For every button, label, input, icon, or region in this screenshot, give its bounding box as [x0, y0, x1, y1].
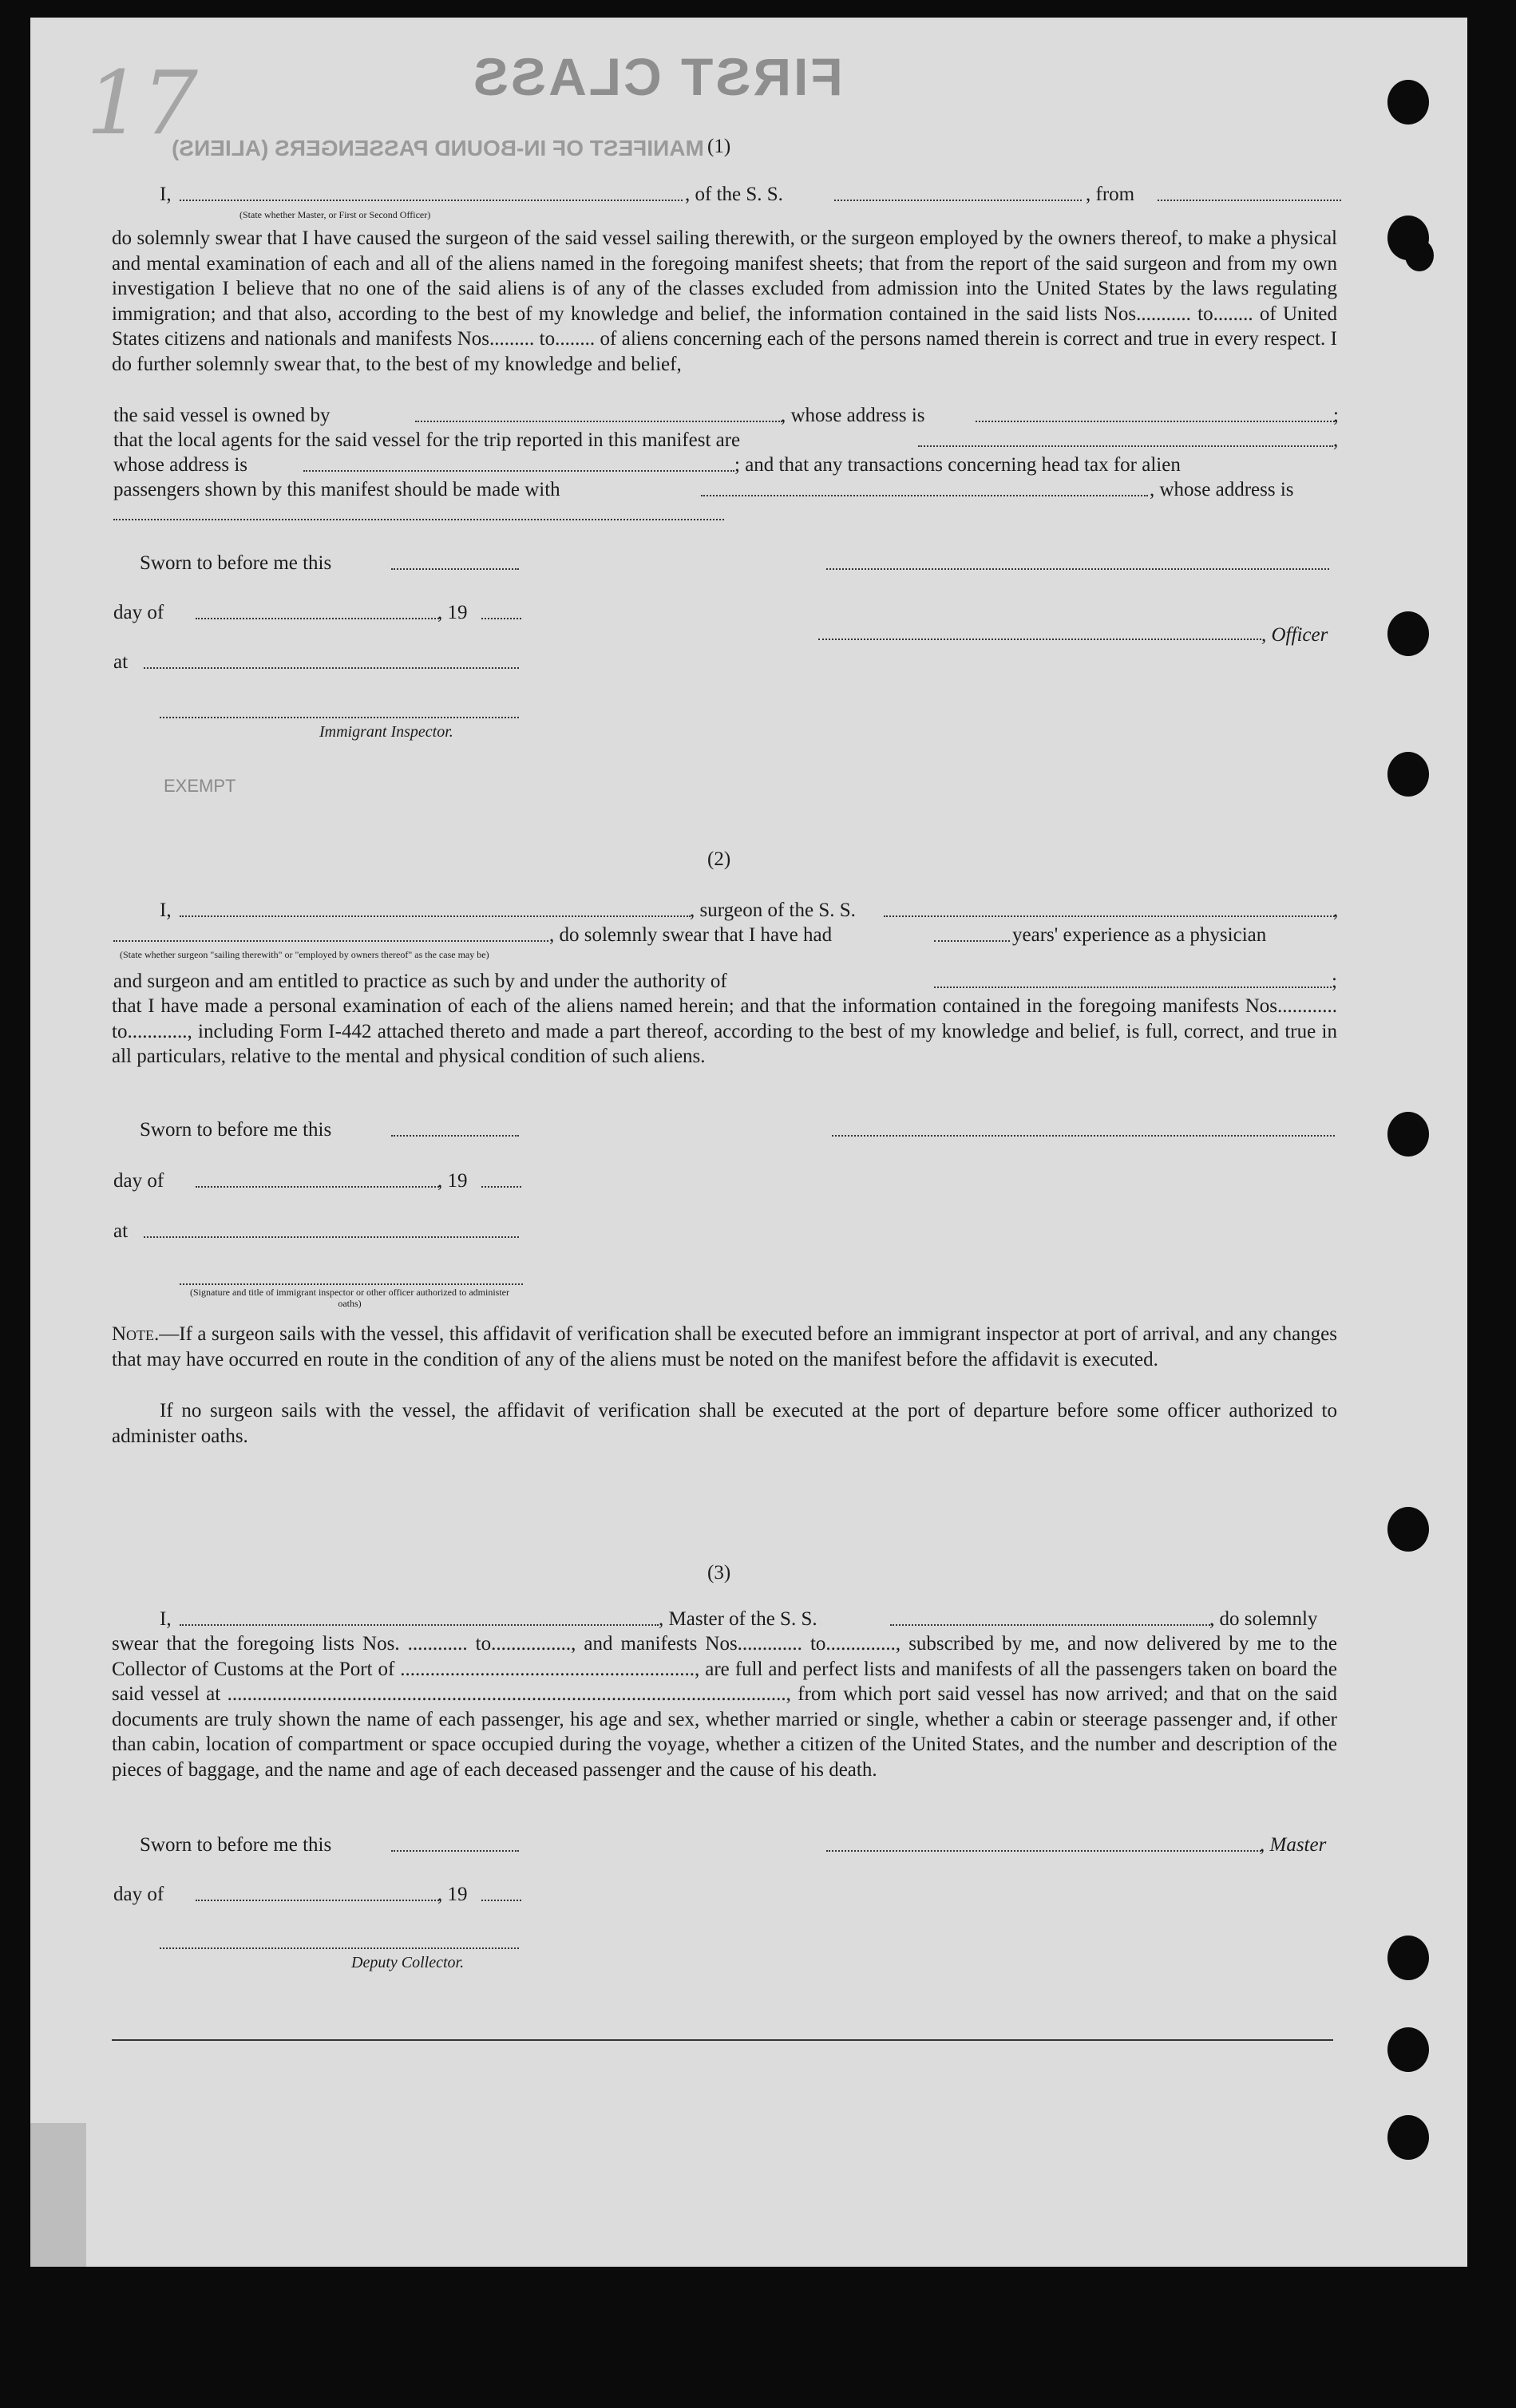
years-experience: years' experience as a physician	[1012, 924, 1267, 946]
at-2-line	[144, 1236, 519, 1238]
master-label: , Master	[1260, 1834, 1327, 1856]
at-1-line	[144, 667, 519, 669]
punch-hole-1	[1387, 80, 1429, 125]
local-agents-label: that the local agents for the said vessel for the trip reported in this manifest are	[113, 429, 741, 451]
section-1-number: (1)	[707, 136, 731, 157]
day-of-1-line	[196, 618, 439, 619]
section-2-i: I,	[160, 900, 172, 921]
from-port-line	[1158, 200, 1341, 201]
section-1-paragraph: do solemnly swear that I have caused the surgeon of the said vessel sailing therewith, or the surgeon employed by the owners thereof, to make a physical and mental examination of each and all of the aliens named in the foregoing manifest sheets; that from the report of the said surgeon and from my own investigation I believe that no one of the said aliens is of any of the classes excluded from admission into the United States by the laws regulating immigration; and that also, according to the best of my knowledge and belief, the information contained in the said lists Nos........... to........ of United States citizens and nationals and manifests Nos......... to........ of aliens concerning each of the persons named therein is correct and true in every respect. I do further solemnly swear that, to the best of my knowledge and belief,	[112, 227, 1337, 375]
section-2-number: (2)	[707, 848, 731, 870]
master-caption: (State whether Master, or First or Second Officer)	[239, 209, 431, 220]
day-of-2-line	[196, 1186, 439, 1188]
authority-line	[934, 987, 1332, 988]
note-paragraph-2: If no surgeon sails with the vessel, the affidavit of verification shall be executed at the port of departure before some officer authorized to administer oaths.	[112, 1400, 1337, 1447]
surgeon-of-label: , surgeon of the S. S.	[690, 900, 856, 921]
head-tax-address-line	[113, 519, 724, 520]
vessel-name-line	[834, 200, 1082, 201]
inspector-1-line	[160, 717, 519, 718]
master-3-line	[180, 1624, 659, 1626]
punch-hole-4	[1387, 611, 1429, 656]
sworn-2: Sworn to before me this	[140, 1119, 332, 1141]
sworn-3-line	[391, 1850, 519, 1852]
surgeon-solemnly: , do solemnly swear that I have had	[549, 924, 833, 946]
section-1-i: I,	[160, 184, 172, 205]
sworn-1: Sworn to before me this	[140, 552, 332, 574]
year-1: , 19	[437, 602, 468, 623]
section-2-paragraph: that I have made a personal examination of each of the aliens named herein; and that the information contained in the foregoing manifests Nos............ to............, including Form I-442 attached thereto and made a part thereof, according to the best of my knowledge and belief, is full, correct, and true in all particulars, relative to the mental and physical condition of such aliens.	[112, 995, 1337, 1068]
sworn-2-line	[391, 1135, 519, 1137]
faint-manifest-title: MANIFEST OF IN-BOUND PASSENGERS (ALIENS)	[172, 136, 704, 160]
day-of-2: day of	[113, 1170, 164, 1192]
from-label: , from	[1086, 184, 1135, 205]
master-of-label: , Master of the S. S.	[659, 1608, 817, 1630]
local-agents-line	[918, 445, 1333, 447]
punch-hole-5	[1387, 752, 1429, 797]
note-label: Note.	[112, 1323, 160, 1345]
officer-line	[818, 639, 1261, 640]
master-vessel-line	[890, 1624, 1213, 1626]
surgeon-vessel-line	[884, 915, 1335, 917]
note-text: —If a surgeon sails with the vessel, this affidavit of verification shall be executed before an immigrant inspector at port of arrival, and any changes that may have occurred en route in the condition of any of the aliens must be noted on the manifest before the affidavit is executed.	[112, 1323, 1337, 1370]
section-3-paragraph: swear that the foregoing lists Nos. ............ to................, and manifests Nos............. to.............., subscribed by me, and now delivered by me to the Collector of Customs at the Port of ..........................................................., are full and perfect lists and manifests of all the passengers taken on board the said vessel at ................................................................................................................, from which port said vessel has now arrived; and that on the said documents are truly shown the name of each passenger, his age and sex, whether married or single, whether a cabin or steerage passenger and, if other than cabin, location of compartment or space occupied during the voyage, whether a citizen of the United States, and the number and description of the pieces of baggage, and the name and age of each deceased passenger and the cause of his death.	[112, 1633, 1337, 1781]
year-3-line	[481, 1900, 521, 1901]
deputy-collector-line	[160, 1947, 519, 1949]
agent-address-line	[303, 470, 734, 472]
day-of-1: day of	[113, 602, 164, 623]
punch-hole-6	[1387, 1112, 1429, 1157]
signature-2-line	[832, 1135, 1335, 1137]
inspector-2-line	[180, 1283, 523, 1285]
master-signature-line	[826, 1850, 1261, 1852]
punch-hole-3	[1405, 239, 1434, 271]
sworn-1-line	[391, 568, 519, 570]
day-of-3-line	[196, 1900, 439, 1901]
owner-address-label: , whose address is	[781, 405, 925, 426]
folded-corner	[30, 2123, 86, 2267]
year-2-line	[481, 1186, 521, 1188]
at-2: at	[113, 1220, 129, 1242]
punch-hole-9	[1387, 2027, 1429, 2072]
bottom-rule	[112, 2039, 1333, 2041]
owned-by-label: the said vessel is owned by	[113, 405, 331, 426]
owner-address-line	[976, 421, 1335, 422]
punch-hole-7	[1387, 1507, 1429, 1552]
of-ss-label: , of the S. S.	[685, 184, 783, 205]
surgeon-status-line	[113, 940, 548, 942]
day-of-3: day of	[113, 1884, 164, 1905]
handwritten-page-number: 17	[86, 52, 198, 154]
head-tax-address-label: , whose address is	[1150, 479, 1294, 500]
note-paragraph	[112, 1322, 1337, 1372]
punch-hole-8	[1387, 1935, 1429, 1980]
deputy-collector-label: Deputy Collector.	[351, 1954, 465, 1971]
year-1-line	[481, 618, 521, 619]
surgeon-entitled: and surgeon and am entitled to practice as such by and under the authority of	[113, 971, 727, 992]
head-tax-agent-line	[701, 495, 1148, 496]
punch-hole-10	[1387, 2115, 1429, 2160]
year-2: , 19	[437, 1170, 468, 1192]
years-line	[934, 940, 1010, 942]
semicolon: ;	[1333, 405, 1339, 426]
section-3-i: I,	[160, 1608, 172, 1630]
first-class-stamp: FIRST CLASS	[471, 47, 843, 106]
owner-line	[415, 421, 782, 422]
officer-label: , Officer	[1261, 624, 1328, 646]
sworn-3: Sworn to before me this	[140, 1834, 332, 1856]
exempt-stamp: EXEMPT	[164, 776, 236, 796]
year-3: , 19	[437, 1884, 468, 1905]
at-1: at	[113, 651, 129, 673]
master-name-line	[180, 200, 683, 201]
local-agents-comma: ,	[1333, 429, 1339, 451]
surgeon-caption: (State whether surgeon "sailing therewith" or "employed by owners thereof" as the case may be)	[120, 949, 489, 960]
agent-address-label: whose address is	[113, 454, 248, 476]
inspector-2-caption: (Signature and title of immigrant inspector or other officer authorized to administer oaths)	[190, 1287, 509, 1309]
signature-1-line	[826, 568, 1329, 570]
surgeon-comma: ,	[1333, 900, 1339, 921]
immigrant-inspector-label: Immigrant Inspector.	[319, 723, 453, 741]
authority-semicolon: ;	[1332, 971, 1337, 992]
passengers-shown-label: passengers shown by this manifest should be made with	[113, 479, 560, 500]
surgeon-name-line	[180, 915, 691, 917]
section-3-solemnly: , do solemnly	[1209, 1608, 1318, 1630]
section-3-number: (3)	[707, 1562, 731, 1584]
head-tax-text: ; and that any transactions concerning head tax for alien	[734, 454, 1181, 476]
